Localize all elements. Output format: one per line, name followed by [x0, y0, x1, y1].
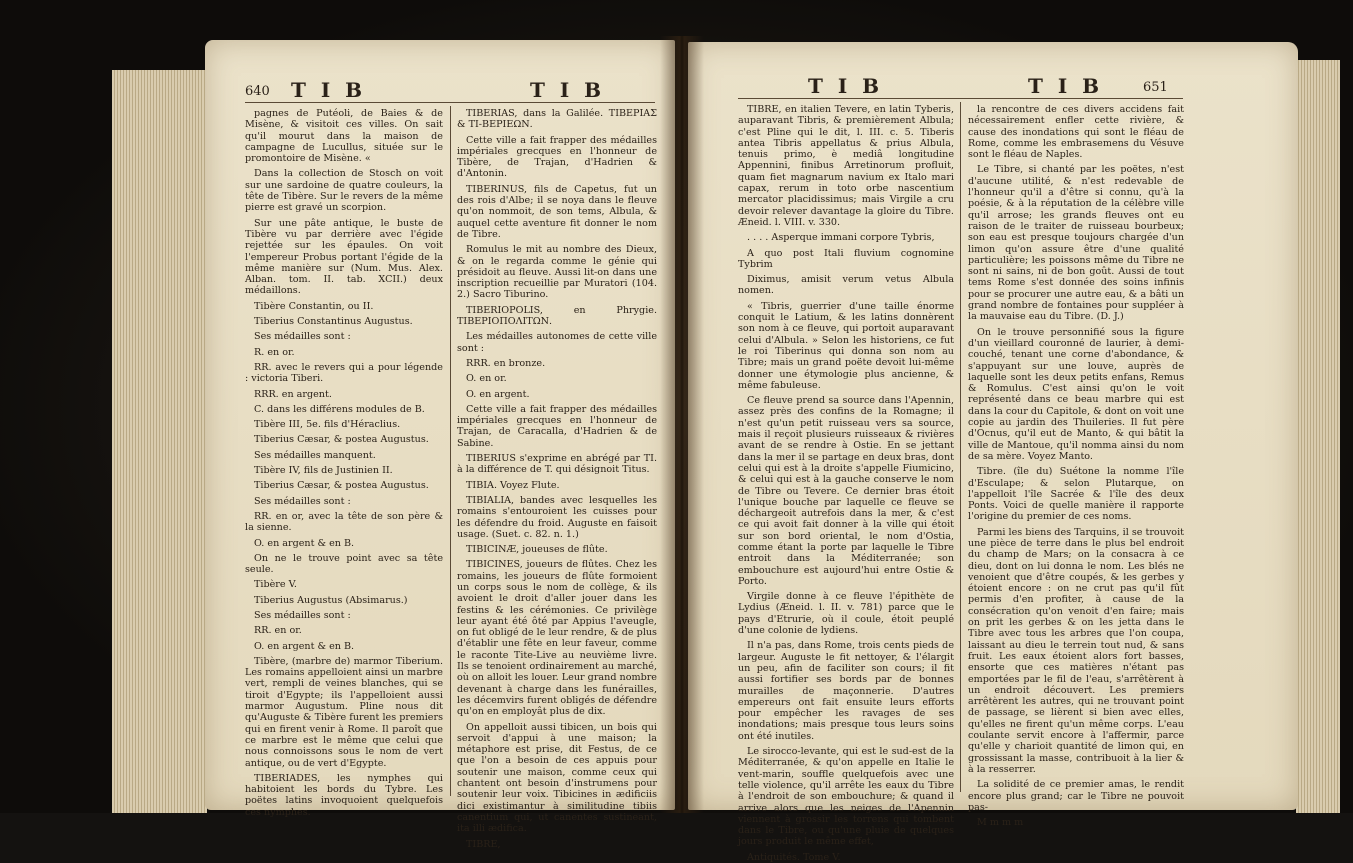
paragraph: TIBRE, en italien Tevere, en latin Tyberis, auparavant Tibris, & premièrement Albula; c'est Pline qui le dit, l. III. c. 5. Tiberis antea Tibris appellatus & prius Albula, tenuis primo, è mediâ longitudine Appennini, finibus Arretinorum profluit, quam fiet magnarum navium ex Italo mari capax, rerum in toto orbe nascentium mercator placidissimus; mais Virgile a cru devoir relever davantage la gloire du Tibre. Æneid. l. VIII. v. 330. — [738, 104, 954, 228]
paragraph: Tibre. (île du) Suétone la nomme l'île d'Esculape; & selon Plutarque, on l'appelloit l'île Sacrée & l'île des deux Ponts. Voici de quelle manière il rapporte l'origine du premier de ces noms. — [968, 466, 1184, 523]
paragraph: Tiberius Augustus (Absimarus.) — [254, 594, 408, 606]
column-rule — [450, 106, 451, 796]
paragraph: Tibère V. — [254, 579, 297, 591]
paragraph: RRR. en bronze. — [466, 357, 546, 369]
left-page-edges — [112, 70, 207, 813]
column-rule — [960, 102, 961, 792]
left-page — [205, 40, 675, 850]
paragraph: Parmi les biens des Tarquins, il se trouvoit une pièce de terre dans le plus bel endroit du champ de Mars; on la consacra à ce dieu, dont on lui donna le nom. Les blés ne venoient que d'être coupés, & les gerbes y étoient encore : on ne crut pas qu'il fût permis d'en profiter, à cause de la consécration qu'on venoit d'en faire; mais on prit les gerbes & on les jetta dans le Tibre avec tous les arbres que l'on coupa, laissant au dieu le terrein tout nud, & sans fruit. Les eaux étoient alors fort basses, ensorte que ces matières n'étant pas emportées par le fil de l'eau, s'arrêtèrent à un endroit découvert. Les premiers arrêtèrent les autres, qui ne trouvant point de passage, se lièrent si bien avec elles, qu'elles ne firent qu'un même corps. L'eau coulante servit encore à l'affermir, parce qu'elle y charioit quantité de limon qui, en grossissant la masse, contribuoit à la lier & à la resserrer. — [968, 526, 1184, 775]
paragraph: TIBERINUS, fils de Capetus, fut un des rois d'Albe; il se noya dans le fleuve qu'on nommoit, de son tems, Albula, & auquel cette aventure fit donner le nom de Tibre. — [457, 183, 657, 240]
paragraph: TIBERIOPOLIS, en Phrygie. ΤΙΒΕΡΙΟΠΟΛΙΤΩΝ. — [457, 304, 657, 328]
paragraph: pagnes de Putéoli, de Baies & de Misène, & visitoit ces villes. On sait qu'il mourut dans la maison de campagne de Lucullus, située sur le promontoire de Misène. « — [245, 108, 443, 165]
paragraph: TIBIALIA, bandes avec lesquelles les romains s'entouroient les cuisses pour les défendre du froid. Auguste en faisoit usage. (Suet. c. 82. n. 1.) — [457, 494, 657, 540]
paragraph: Tibère III, 5e. fils d'Héraclius. — [254, 419, 401, 431]
right-page-edges — [1296, 60, 1340, 813]
right-page — [688, 42, 1298, 863]
paragraph: « Tibris, guerrier d'une taille énorme conquit le Latium, & les latins donnèrent son nom à ce fleuve, qui portoit auparavant celui d'Albula. » Selon les historiens, ce fut le roi Tiberinus qui donna son nom au Tibre; mais un grand poëte devoit lui-même donner une étymologie plus ancienne, & même fabuleuse. — [738, 300, 954, 391]
left-page-header-right: T I B — [530, 78, 606, 102]
paragraph: Cette ville a fait frapper des médailles impériales grecques en l'honneur de Tibère, de Trajan, d'Hadrien & d'Antonin. — [457, 134, 657, 180]
paragraph: Le sirocco-levante, qui est le sud-est de la Méditerranée, & qu'on appelle en Italie le vent-marin, souffle quelquefois avec une telle violence, qu'il arrête les eaux du Tibre à l'endroit de son embouchure; & quand il arrive alors que les neiges de l'Apennin viennent à grossir les torrens qui tombent dans le Tibre, ou qu'une pluie de quelques jours produit le même effet, — [738, 746, 954, 848]
paragraph: Virgile donne à ce fleuve l'épithète de Lydius (Æneid. l. II. v. 781) parce que le pays d'Etrurie, où il coule, étoit peuplé d'une colonie de lydiens. — [738, 591, 954, 637]
paragraph: O. en argent & en B. — [254, 537, 355, 549]
book-gutter — [660, 36, 704, 813]
paragraph: On ne le trouve point avec sa tête seule. — [245, 552, 443, 576]
paragraph: Tiberius Cæsar, & postea Augustus. — [254, 480, 429, 492]
paragraph: Cette ville a fait frapper des médailles impériales grecques en l'honneur de Trajan, de Caracalla, d'Hadrien & de Sabine. — [457, 403, 657, 449]
paragraph: TIBERIAS, dans la Galilée. ΤΙΒΕΡΙΑΣ & ΤΙ-ΒΕΡΙΕΩΝ. — [457, 108, 657, 131]
paragraph: Il n'a pas, dans Rome, trois cents pieds de largeur. Auguste le fit nettoyer, & l'élargit un peu, afin de faciliter son cours; il fit aussi fortifier ses bords par de bonnes murailles de maçonnerie. D'autres empereurs ont fait ensuite leurs efforts pour empêcher les ravages de ses inondations; mais presque tous leurs soins ont été inutiles. — [738, 640, 954, 742]
paragraph: TIBERIUS s'exprime en abrégé par TI. à la différence de T. qui désignoit Titus. — [457, 453, 657, 476]
paragraph: TIBICINES, joueurs de flûtes. Chez les romains, les joueurs de flûte formoient un corps sous le nom de collège, & ils avoient le droit d'aller jouer dans les festins & les cérémonies. Ce privilège leur ayant été ôté par Appius l'aveugle, on fut obligé de le leur rendre, & de plus d'établir une fête en leur faveur, comme le raconte Tite-Live au neuvième livre. Ils se tenoient ordinairement au marché, où on alloit les louer. Leur grand nombre devenant à charge dans les funérailles, les décemvirs furent obligés de défendre qu'on en employât plus de dix. — [457, 559, 657, 718]
paragraph: O. en argent. — [466, 388, 530, 400]
paragraph: . . . . Asperque immani corpore Tybris, — [747, 232, 935, 244]
paragraph: Tibère Constantin, ou II. — [254, 300, 374, 312]
paragraph: RRR. en argent. — [254, 388, 332, 400]
paragraph: Ses médailles sont : — [254, 495, 351, 507]
paragraph: la rencontre de ces divers accidens fait nécessairement enfler cette rivière, & cause des inondations qui sont le fléau de Rome, comme les embrasemens du Vésuve sont le fléau de Naples. — [968, 104, 1184, 161]
paragraph: O. en argent & en B. — [254, 640, 355, 652]
left-column-2 — [457, 108, 657, 850]
right-page-header-right: T I B — [1028, 74, 1104, 98]
paragraph: Diximus, amisit verum vetus Albula nomen. — [738, 274, 954, 297]
paragraph: RR. en or. — [254, 625, 302, 637]
paragraph: TIBIA. Voyez Flute. — [466, 479, 560, 491]
left-page-number: 640 — [245, 84, 270, 99]
header-rule — [245, 102, 655, 103]
paragraph: C. dans les différens modules de B. — [254, 403, 425, 415]
paragraph: TIBICINÆ, joueuses de flûte. — [466, 544, 608, 556]
paragraph: On appelloit aussi tibicen, un bois qui servoit d'appui à une maison; la métaphore est prise, dit Festus, de ce que l'on a besoin de ces appuis pour soutenir une maison, comme ceux qui chantent ont besoin d'instrumens pour soutenir leur voix. Tibicines in ædificiis dici existimantur à similitudine tibiis canentium qui, ut canentes sustineant, ita illi ædifica. — [457, 721, 657, 835]
paragraph: Le Tibre, si chanté par les poëtes, n'est d'aucune utilité, & n'est redevable de l'honneur qu'il a d'être si connu, qu'à la poésie, & à la réputation de la célèbre ville qu'il arrose; les grands fleuves ont eu raison de le traiter de ruisseau bourbeux; son eau est presque toujours chargée d'un limon qu'on assure être d'une qualité particulière; les poissons même du Tibre ne sont ni sains, ni de bon goût. Aussi de tout tems Rome s'est donnée des soins infinis pour se procurer une autre eau, & a bâti un grand nombre de fontaines pour suppléer à la mauvaise eau du Tibre. (D. J.) — [968, 164, 1184, 323]
right-column-1 — [738, 104, 954, 863]
paragraph: Les médailles autonomes de cette ville sont : — [457, 331, 657, 354]
header-rule — [738, 98, 1183, 99]
paragraph: Tibère, (marbre de) marmor Tiberium. Les romains appelloient ainsi un marbre vert, rempli de veines blanches, qui se tiroit d'Egypte; ils l'appelloient aussi marmor Augustum. Pline nous dit qu'Auguste & Tibère furent les premiers qui en firent venir à Rome. Il paroît que ce marbre est le même que celui que nous connoissons sous le nom de vert antique, ou de vert d'Egypte. — [245, 655, 443, 769]
paragraph: Sur une pâte antique, le buste de Tibère vu par derrière avec l'égide rejettée sur les épaules. On voit l'empereur Probus portant l'égide de la même manière sur (Num. Mus. Alex. Alban. tom. II. tab. XCII.) deux médaillons. — [245, 217, 443, 297]
paragraph: R. en or. — [254, 346, 295, 358]
paragraph: Antiquités. Tome V. — [747, 851, 841, 863]
paragraph: RR. avec le revers qui a pour légende : victoria Tiberi. — [245, 361, 443, 385]
right-page-number: 651 — [1143, 80, 1168, 95]
paragraph: Tiberius Cæsar, & postea Augustus. — [254, 434, 429, 446]
paragraph: Ses médailles sont : — [254, 609, 351, 621]
right-page-header-left: T I B — [808, 74, 884, 98]
paragraph: O. en or. — [466, 373, 507, 385]
left-page-header: T I B — [291, 78, 367, 102]
paragraph: On le trouve personnifié sous la figure d'un vieillard couronné de laurier, à demi-couché, tenant une corne d'abondance, & s'appuyant sur une louve, auprès de laquelle sont les deux petits enfans, Remus & Romulus. C'est ainsi qu'on le voit représenté dans ce beau marbre qui est dans la cour du Capitole, & dont on voit une copie au jardin des Thuileries. Il fut père d'Ocnus, qu'il eut de Manto, & qui bâtit la ville de Mantoue, qu'il nomma ainsi du nom de sa mère. Voyez Manto. — [968, 326, 1184, 462]
paragraph: Ce fleuve prend sa source dans l'Apennin, assez près des confins de la Romagne; il n'est qu'un petit ruisseau vers sa source, mais il reçoit plusieurs ruisseaux & rivières avant de se rendre à Ostie. En se jettant dans la mer il se partage en deux bras, dont celui qui est à la droite s'appelle Fiumicino, & celui qui est à la gauche conserve le nom de Tibre ou Tevere. Ce dernier bras étoit l'unique bouche par laquelle ce fleuve se déchargeoit autrefois dans la mer, & c'est ce qui avoit fait donner à la ville qui étoit sur son bord oriental, le nom d'Ostia, comme étant la porte par laquelle le Tibre entroit dans la Méditerranée; son embouchure est aujourd'hui entre Ostie & Porto. — [738, 395, 954, 587]
paragraph: TIBERIADES, les nymphes qui habitoient les bords du Tybre. Les poëtes latins invoquoient quelquefois ces nymphes. — [245, 772, 443, 818]
paragraph: TIBRE, — [466, 838, 501, 850]
right-column-2 — [968, 104, 1184, 829]
paragraph: Ses médailles sont : — [254, 331, 351, 343]
paragraph: RR. en or, avec la tête de son père & la sienne. — [245, 510, 443, 534]
paragraph: M m m m — [977, 817, 1024, 829]
paragraph: Dans la collection de Stosch on voit sur une sardoine de quatre couleurs, la tête de Tibère. Sur le revers de la même pierre est gravé un scorpion. — [245, 168, 443, 214]
paragraph: Tibère IV, fils de Justinien II. — [254, 465, 393, 477]
paragraph: La solidité de ce premier amas, le rendit encore plus grand; car le Tibre ne pouvoit pas- — [968, 779, 1184, 813]
paragraph: A quo post Itali fluvium cognomine Tybrim — [738, 247, 954, 270]
paragraph: Tiberius Constantinus Augustus. — [254, 316, 413, 328]
left-column-1 — [245, 108, 443, 818]
paragraph: Romulus le mit au nombre des Dieux, & on le regarda comme le génie qui présidoit au fleuve. Aussi lit-on dans une inscription recueillie par Muratori (104. 2.) Sacro Tiburino. — [457, 244, 657, 301]
paragraph: Ses médailles manquent. — [254, 449, 376, 461]
